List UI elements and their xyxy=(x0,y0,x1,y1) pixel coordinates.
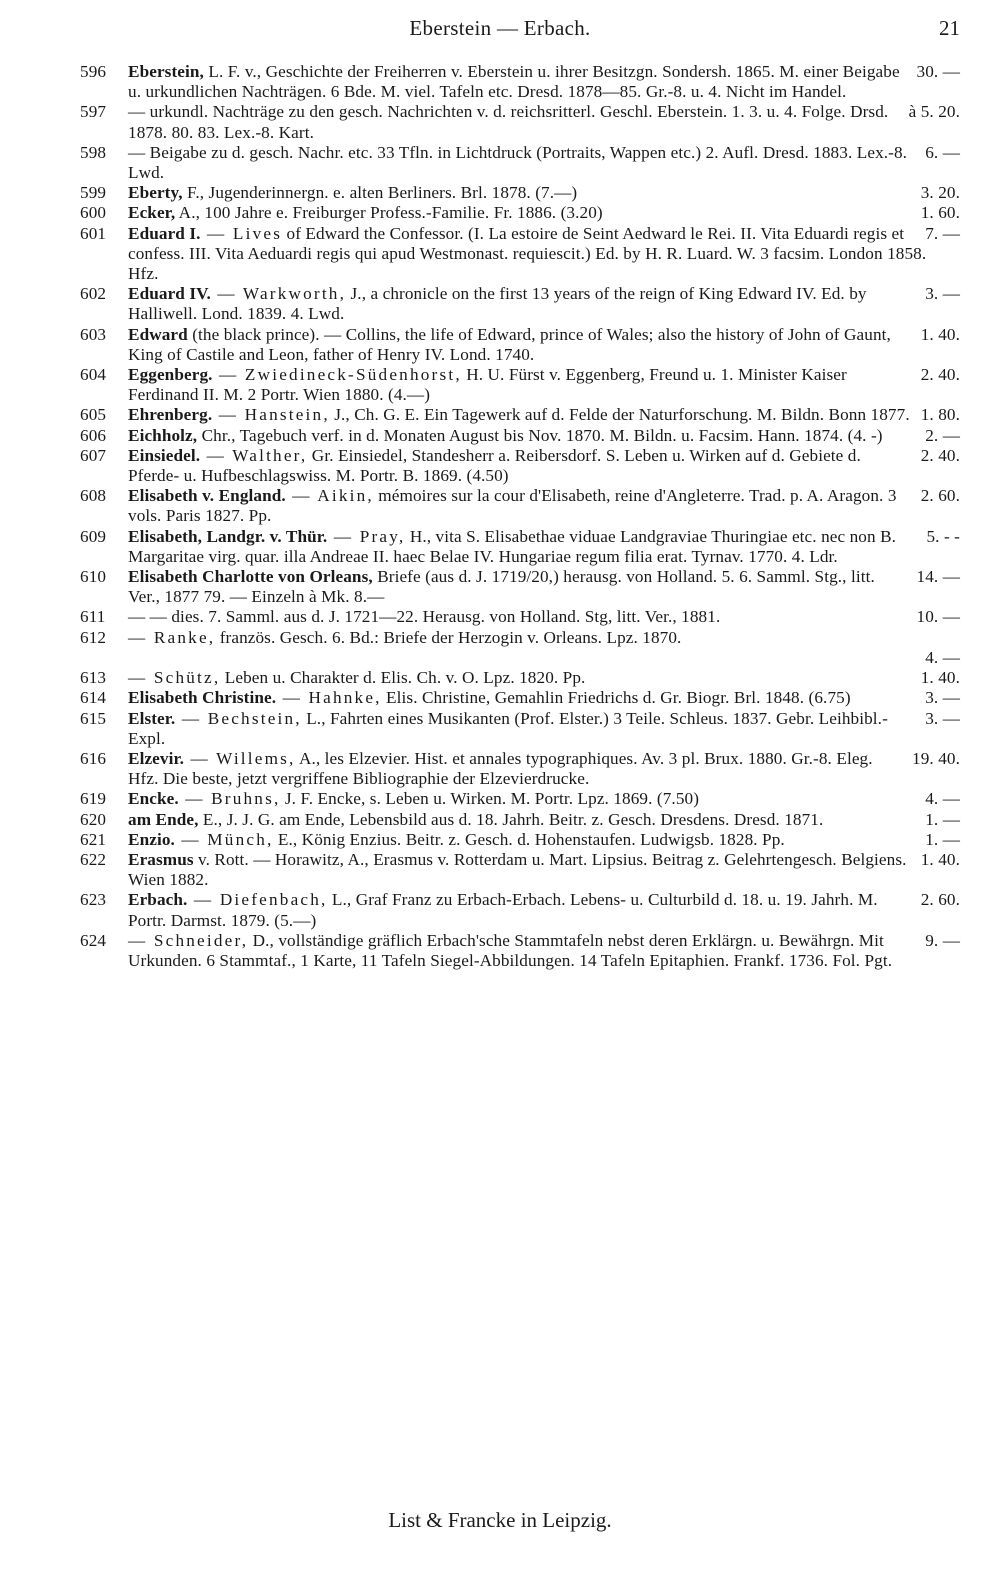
entry-price: 3. — xyxy=(925,708,960,728)
entry-author: — Warkworth, xyxy=(210,284,347,304)
entry-text: Chr., Tagebuch verf. in d. Monaten August bis Nov. 1870. M. Bildn. u. Facsim. Hann. 1874. (4. -) xyxy=(197,425,883,445)
entry-author: — Ranke, xyxy=(128,627,216,647)
entry-price: 2. 60. xyxy=(920,486,960,506)
entry-price: 6. — xyxy=(925,142,960,162)
entry-number: 597 xyxy=(80,102,107,122)
catalog-entry xyxy=(80,890,960,930)
entry-price: 14. — xyxy=(916,567,960,587)
catalog-entry xyxy=(80,628,960,668)
entry-heading: Elisabeth Charlotte von Orleans, xyxy=(128,567,373,587)
entry-price: 1. 80. xyxy=(920,405,960,425)
page-number: 21 xyxy=(939,16,960,40)
entry-text: J., a chronicle on the first 13 years of the reign of King Edward IV. Ed. by Halliwell. Lond. 1839. 4. Lwd. xyxy=(128,284,867,324)
entry-heading: Erasmus xyxy=(128,849,194,869)
catalog-entries xyxy=(80,62,960,971)
entry-number: 613 xyxy=(80,668,107,688)
entry-number: 611 xyxy=(80,607,106,627)
entry-author: — Willems, xyxy=(184,748,296,768)
entry-number: 599 xyxy=(80,183,107,203)
entry-author: — Schneider, xyxy=(128,930,249,950)
entry-number: 619 xyxy=(80,789,107,809)
catalog-entry xyxy=(80,405,960,425)
catalog-entry xyxy=(80,527,960,567)
entry-price: 3. — xyxy=(925,284,960,304)
catalog-entry xyxy=(80,668,960,688)
entry-number: 600 xyxy=(80,203,107,223)
entry-text: v. Rott. — Horawitz, A., Erasmus v. Rotterdam u. Mart. Lipsius. Beitrag z. Gelehrtengesch. Belgiens. Wien 1882. xyxy=(128,849,907,890)
entry-text: J. F. Encke, s. Leben u. Wirken. M. Portr. Lpz. 1869. (7.50) xyxy=(280,789,700,809)
entry-number: 610 xyxy=(80,567,107,587)
entry-heading: am Ende, xyxy=(128,809,199,829)
entry-author: — Schütz, xyxy=(128,668,221,688)
entry-heading: Ecker, xyxy=(128,203,176,223)
entry-number: 621 xyxy=(80,829,107,849)
entry-price: 1. 40. xyxy=(920,668,960,688)
entry-number: 622 xyxy=(80,849,107,869)
catalog-entry xyxy=(80,789,960,809)
entry-text: E., J. J. G. am Ende, Lebensbild aus d. 18. Jahrh. Beitr. z. Gesch. Dresdens. Dresd. 1871. xyxy=(198,809,824,829)
entry-text: (the black prince). — Collins, the life of Edward, prince of Wales; also the history of John of Gaunt, King of Castile and Leon, father of Henry IV. Lond. 1740. xyxy=(128,324,891,364)
entry-heading: Eberty, xyxy=(128,183,183,203)
entry-author: — Diefenbach, xyxy=(187,890,328,910)
entry-price: 2. 40. xyxy=(920,445,960,465)
entry-price: 2. 40. xyxy=(920,365,960,385)
publisher-footer: List & Francke in Leipzig. xyxy=(388,1508,612,1532)
entry-text: H. U. Fürst v. Eggenberg, Freund u. 1. Minister Kaiser Ferdinand II. M. 2 Portr. Wien 1880. (4.—) xyxy=(128,365,847,405)
catalog-entry xyxy=(80,830,960,850)
entry-number: 612 xyxy=(80,627,107,647)
entry-text: F., Jugenderinnergn. e. alten Berliners. Brl. 1878. (7.—) xyxy=(182,183,578,203)
entry-heading: Eduard IV. xyxy=(128,284,211,304)
entry-heading: Ehrenberg. xyxy=(128,405,213,425)
entry-price: 9. — xyxy=(925,930,960,950)
entry-author: — Lives xyxy=(200,223,283,243)
entry-text: L., Graf Franz zu Erbach-Erbach. Lebens- u. Culturbild d. 18. u. 19. Jahrh. M. Portr. Darmst. 1879. (5.—) xyxy=(128,890,878,930)
entry-number: 609 xyxy=(80,526,107,546)
catalog-entry xyxy=(80,365,960,405)
entry-price: 30. — xyxy=(916,62,960,81)
entry-text: französ. Gesch. 6. Bd.: Briefe der Herzogin v. Orleans. Lpz. 1870. xyxy=(215,627,682,647)
entry-text: E., König Enzius. Beitr. z. Gesch. d. Hohenstaufen. Ludwigsb. 1828. Pp. xyxy=(273,829,785,849)
catalog-entry xyxy=(80,102,960,142)
entry-heading: Einsiedel. xyxy=(128,445,201,465)
entry-number: 623 xyxy=(80,890,107,910)
entry-heading: Elster. xyxy=(128,708,176,728)
entry-price: 4. — xyxy=(925,647,960,667)
entry-text: H., vita S. Elisabethae viduae Landgraviae Thuringiae etc. nec non B. Margaritae virg. quar. illa Andreae II. haec Belae IV. Hungariae regum filia erat. Tyrnav. 1770. 4. Ldr. xyxy=(128,526,897,566)
entry-price: 3. — xyxy=(925,688,960,708)
entry-price: 19. 40. xyxy=(912,748,960,768)
entry-price: 5. - - xyxy=(926,526,960,546)
entry-number: 608 xyxy=(80,486,107,506)
catalog-entry xyxy=(80,709,960,749)
running-title: Eberstein — Erbach. xyxy=(409,16,591,40)
entry-text: Elis. Christine, Gemahlin Friedrichs d. Gr. Biogr. Brl. 1848. (6.75) xyxy=(381,688,851,708)
entry-price: 1. 60. xyxy=(920,203,960,223)
entry-number: 605 xyxy=(80,405,107,425)
entry-number: 616 xyxy=(80,748,107,768)
entry-price: 1. 40. xyxy=(920,849,960,869)
page-header xyxy=(0,16,1000,46)
entry-text: Leben u. Charakter d. Elis. Ch. v. O. Lpz. 1820. Pp. xyxy=(220,668,586,688)
entry-heading: Elisabeth v. England. xyxy=(128,486,286,506)
entry-heading: Elisabeth, Landgr. v. Thür. xyxy=(128,526,328,546)
entry-heading: Edward xyxy=(128,324,188,344)
entry-text: J., Ch. G. E. Ein Tagewerk auf d. Felde der Naturforschung. M. Bildn. Bonn 1877. xyxy=(329,405,910,425)
entry-number: 615 xyxy=(80,708,107,728)
catalog-entry xyxy=(80,749,960,789)
entry-price: 2. 60. xyxy=(920,890,960,910)
entry-text: Briefe (aus d. J. 1719/20,) herausg. von Holland. 5. 6. Samml. Stg., litt. Ver., 1877 79. — Einzeln à Mk. 8.— xyxy=(128,567,875,607)
entry-number: 604 xyxy=(80,365,107,385)
entry-text: L., Fahrten eines Musikanten (Prof. Elster.) 3 Teile. Schleus. 1837. Gebr. Leihbibl.-Expl. xyxy=(128,708,888,748)
catalog-entry xyxy=(80,426,960,446)
entry-heading: Eichholz, xyxy=(128,425,198,445)
catalog-entry xyxy=(80,183,960,203)
entry-heading: Eggenberg. xyxy=(128,365,213,385)
entry-author: — Zwiedineck-Südenhorst, xyxy=(212,365,462,385)
catalog-entry xyxy=(80,688,960,708)
catalog-entry xyxy=(80,224,960,285)
catalog-entry xyxy=(80,567,960,607)
entry-number: 614 xyxy=(80,688,107,708)
entry-text: A., les Elzevier. Hist. et annales typographiques. Av. 3 pl. Brux. 1880. Gr.-8. Eleg. Hfz. Die beste, jetzt vergriffene Bibliographie der Elzevierdrucke. xyxy=(128,748,873,789)
entry-heading: Enzio. xyxy=(128,829,175,849)
catalog-entry xyxy=(80,810,960,830)
entry-price: 10. — xyxy=(916,607,960,627)
entry-number: 598 xyxy=(80,142,107,162)
entry-price: 2. — xyxy=(925,425,960,445)
entry-heading: Eberstein, xyxy=(128,62,204,81)
entry-price: 1. 40. xyxy=(920,324,960,344)
entry-text: A., 100 Jahre e. Freiburger Profess.-Familie. Fr. 1886. (3.20) xyxy=(175,203,603,223)
entry-number: 603 xyxy=(80,324,107,344)
entry-text: — urkundl. Nachträge zu den gesch. Nachrichten v. d. reichsritterl. Geschl. Eberstein. 1. 3. u. 4. Folge. Drsd. 1878. 80. 83. Lex.-8. Kart. xyxy=(128,102,889,142)
entry-price: 7. — xyxy=(925,223,960,243)
entry-author: — Bechstein, xyxy=(175,708,302,728)
entry-number: 602 xyxy=(80,284,107,304)
entry-text: Gr. Einsiedel, Standesherr a. Reibersdorf. S. Leben u. Wirken auf d. Gebiete d. Pferde- u. Hufbeschlagswiss. M. Portr. B. 1869. (4.50) xyxy=(128,445,861,486)
entry-text: D., vollständige gräflich Erbach'sche Stammtafeln nebst deren Erklärgn. u. Bewährgn. Mit Urkunden. 6 Stammtaf., 1 Karte, 11 Tafeln Siegel-Abbildungen. 14 Tafeln Epitaphien. Frankf. 1736. Fol. Pgt. xyxy=(128,930,893,970)
entry-price: à 5. 20. xyxy=(908,102,960,122)
entry-text: — Beigabe zu d. gesch. Nachr. etc. 33 Tfln. in Lichtdruck (Portraits, Wappen etc.) 2. Aufl. Dresd. 1883. Lex.-8. Lwd. xyxy=(128,142,908,183)
entry-author: — Hahnke, xyxy=(276,688,382,708)
entry-number: 624 xyxy=(80,930,107,950)
entry-text: — — dies. 7. Samml. aus d. J. 1721—22. Herausg. von Holland. Stg, litt. Ver., 1881. xyxy=(128,607,721,627)
catalog-entry xyxy=(80,850,960,890)
entry-number: 606 xyxy=(80,425,107,445)
entry-author: — Münch, xyxy=(174,829,274,849)
catalog-entry xyxy=(80,931,960,971)
entry-heading: Encke. xyxy=(128,789,179,809)
entry-author: — Aikin, xyxy=(285,486,374,506)
catalog-entry xyxy=(80,284,960,324)
catalog-entry xyxy=(80,607,960,627)
entry-number: 596 xyxy=(80,62,107,81)
entry-text: mémoires sur la cour d'Elisabeth, reine d'Angleterre. Trad. p. A. Aragon. 3 vols. Paris 1827. Pp. xyxy=(128,486,897,526)
entry-price: 3. 20. xyxy=(920,183,960,203)
entry-number: 601 xyxy=(80,223,107,243)
entry-text: of Edward the Confessor. (I. La estoire de Seint Aedward le Rei. II. Vita Eduardi regis et confess. III. Vita Aeduardi regis qui apud Westmonast. requiescit.) Ed. by H. R. Luard. W. 3 facsim. London 1858. Hfz. xyxy=(128,223,927,284)
entry-heading: Elzevir. xyxy=(128,748,185,768)
entry-number: 620 xyxy=(80,809,107,829)
entry-author: — Walther, xyxy=(200,445,308,465)
catalog-entry xyxy=(80,203,960,223)
catalog-entry xyxy=(80,325,960,365)
entry-heading: Elisabeth Christine. xyxy=(128,688,277,708)
entry-heading: Eduard I. xyxy=(128,223,201,243)
entry-price: 4. — xyxy=(925,789,960,809)
entry-number: 607 xyxy=(80,445,107,465)
entry-author: — Hanstein, xyxy=(212,405,330,425)
entry-heading: Erbach. xyxy=(128,890,188,910)
entry-price: 1. — xyxy=(925,809,960,829)
catalog-entry xyxy=(80,486,960,526)
catalog-entry xyxy=(80,62,960,102)
entry-author: — Bruhns, xyxy=(178,789,281,809)
entry-author: — Pray, xyxy=(327,526,406,546)
entry-price: 1. — xyxy=(925,829,960,849)
catalog-entry xyxy=(80,143,960,183)
catalog-entry xyxy=(80,446,960,486)
entry-text: L. F. v., Geschichte der Freiherren v. Eberstein u. ihrer Besitzgn. Sondersh. 1865. M. einer Beigabe u. urkundlichen Nachträgen. 6 Bde. M. viel. Tafeln etc. Dresd. 1878—85. Gr.-8. u. 4. Nicht im Handel. xyxy=(128,62,900,102)
